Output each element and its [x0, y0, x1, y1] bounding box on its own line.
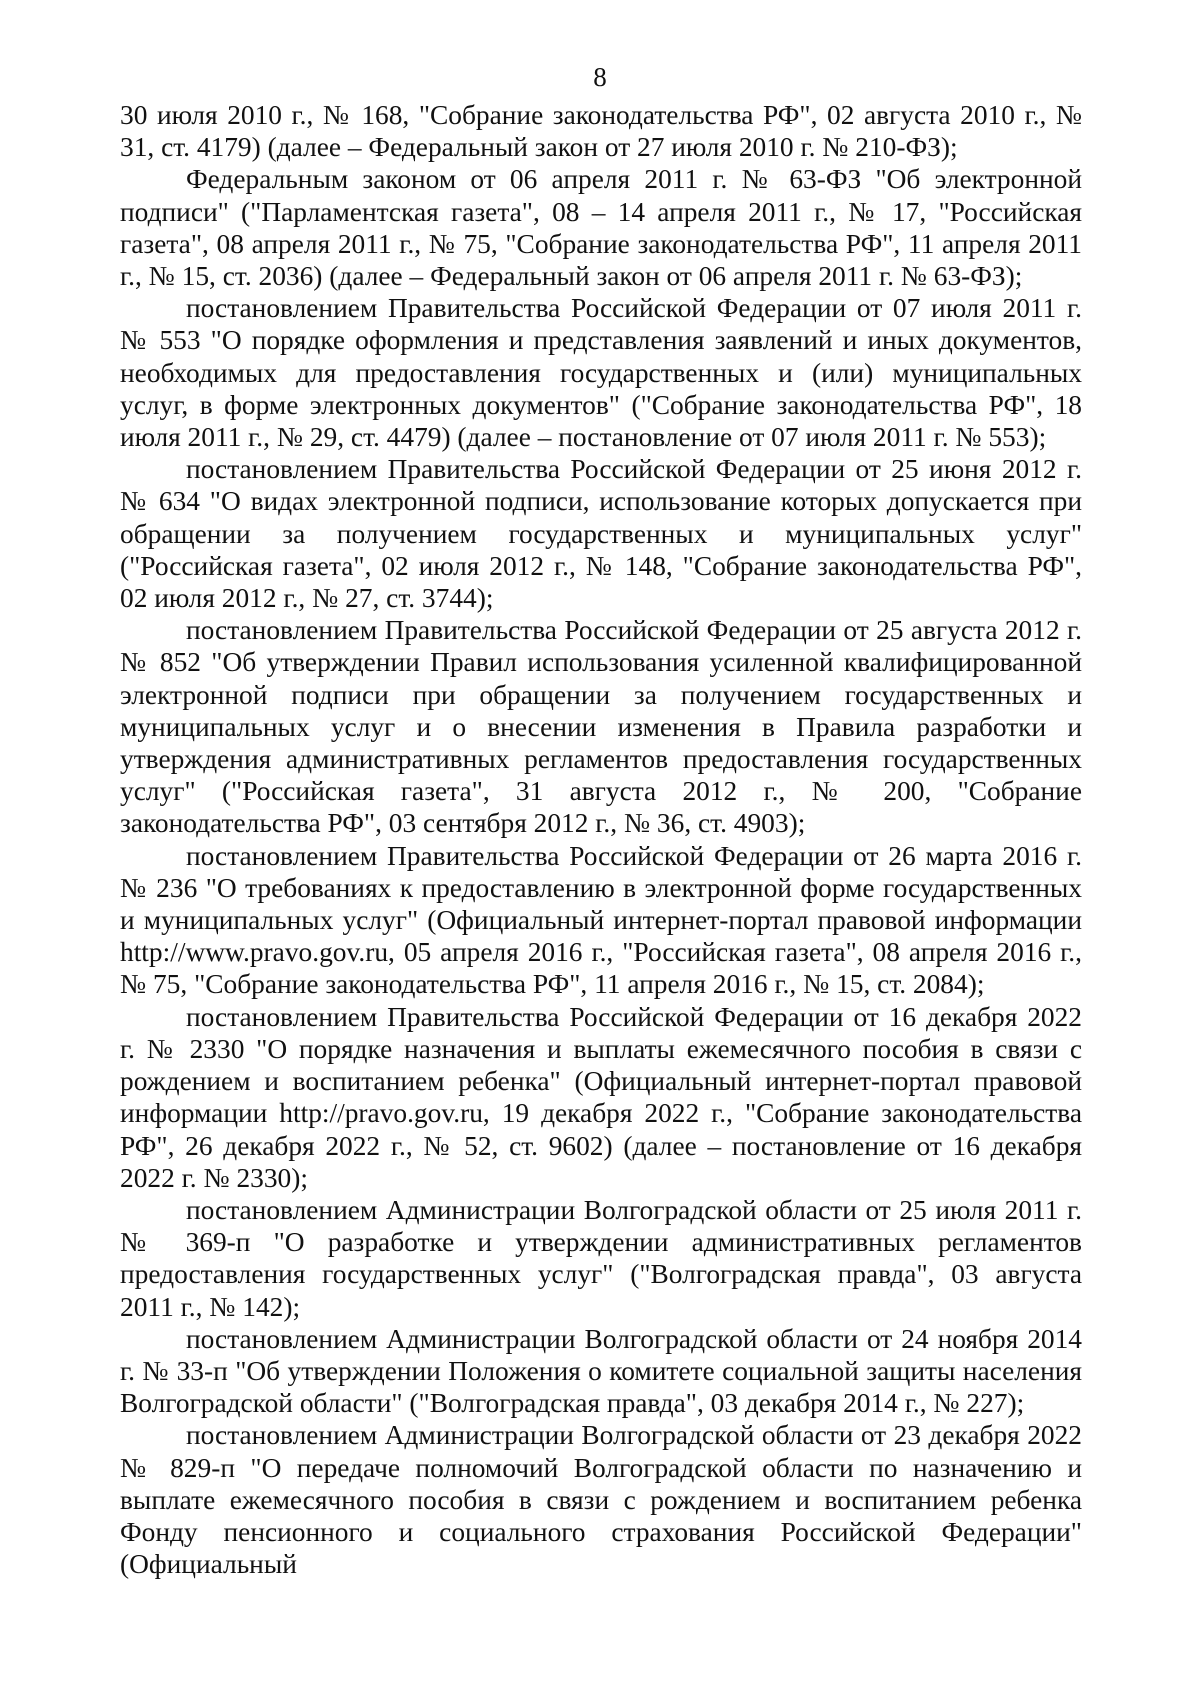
paragraph: постановлением Правительства Российской Федерации от 26 марта 2016 г. № 236 "О требованиях к предоставлению в электронной форме государственных и муниципальных услуг" (Официальный интернет-портал правовой информации http://www.pravo.gov.ru, 05 апреля 2016 г., "Российская газета", 08 апреля 2016 г., № 75, "Собрание законодательства РФ", 11 апреля 2016 г., № 15, ст. 2084); — [120, 840, 1082, 1000]
paragraph: постановлением Администрации Волгоградской области от 23 декабря 2022 № 829-п "О передаче полномочий Волгоградской области по назначению и выплате ежемесячного пособия в связи с рождением и воспитанием ребенка Фонду пенсионного и социального страхования Российской Федерации" (Официальный — [120, 1420, 1082, 1580]
paragraph: 30 июля 2010 г., № 168, "Собрание законодательства РФ", 02 августа 2010 г., № 31, ст. 4179) (далее – Федеральный закон от 27 июля 2010 г. № 210-ФЗ); — [120, 100, 1082, 163]
paragraph: Федеральным законом от 06 апреля 2011 г. № 63-ФЗ "Об электронной подписи" ("Парламентская газета", 08 – 14 апреля 2011 г., № 17, "Российская газета", 08 апреля 2011 г., № 75, "Собрание законодательства РФ", 11 апреля 2011 г., № 15, ст. 2036) (далее – Федеральный закон от 06 апреля 2011 г. № 63-ФЗ); — [120, 164, 1082, 292]
paragraph: постановлением Администрации Волгоградской области от 24 ноября 2014 г. № 33-п "Об утверждении Положения о комитете социальной защиты населения Волгоградской области" ("Волгоградская правда", 03 декабря 2014 г., № 227); — [120, 1323, 1082, 1419]
paragraph: постановлением Правительства Российской Федерации от 07 июля 2011 г. № 553 "О порядке оформления и представления заявлений и иных документов, необходимых для предоставления государственных и (или) муниципальных услуг, в форме электронных документов" ("Собрание законодательства РФ", 18 июля 2011 г., № 29, ст. 4479) (далее – постановление от 07 июля 2011 г. № 553); — [120, 293, 1082, 453]
document-body — [120, 99, 1082, 1580]
paragraph: постановлением Администрации Волгоградской области от 25 июля 2011 г. № 369-п "О разработке и утверждении административных регламентов предоставления государственных услуг" ("Волгоградская правда", 03 августа 2011 г., № 142); — [120, 1194, 1082, 1322]
paragraph: постановлением Правительства Российской Федерации от 25 июня 2012 г. № 634 "О видах электронной подписи, использование которых допускается при обращении за получением государственных и муниципальных услуг" ("Российская газета", 02 июля 2012 г., № 148, "Собрание законодательства РФ", 02 июля 2012 г., № 27, ст. 3744); — [120, 454, 1082, 614]
paragraph: постановлением Правительства Российской Федерации от 16 декабря 2022 г. № 2330 "О порядке назначения и выплаты ежемесячного пособия в связи с рождением и воспитанием ребенка" (Официальный интернет-портал правовой информации http://pravo.gov.ru, 19 декабря 2022 г., "Собрание законодательства РФ", 26 декабря 2022 г., № 52, ст. 9602) (далее – постановление от 16 декабря 2022 г. № 2330); — [120, 1001, 1082, 1193]
paragraph: постановлением Правительства Российской Федерации от 25 августа 2012 г. № 852 "Об утверждении Правил использования усиленной квалифицированной электронной подписи при обращении за получением государственных и муниципальных услуг и о внесении изменения в Правила разработки и утверждения административных регламентов предоставления государственных услуг" ("Российская газета", 31 августа 2012 г., № 200, "Собрание законодательства РФ", 03 сентября 2012 г., № 36, ст. 4903); — [120, 615, 1082, 839]
page-number: 8 — [593, 62, 607, 92]
